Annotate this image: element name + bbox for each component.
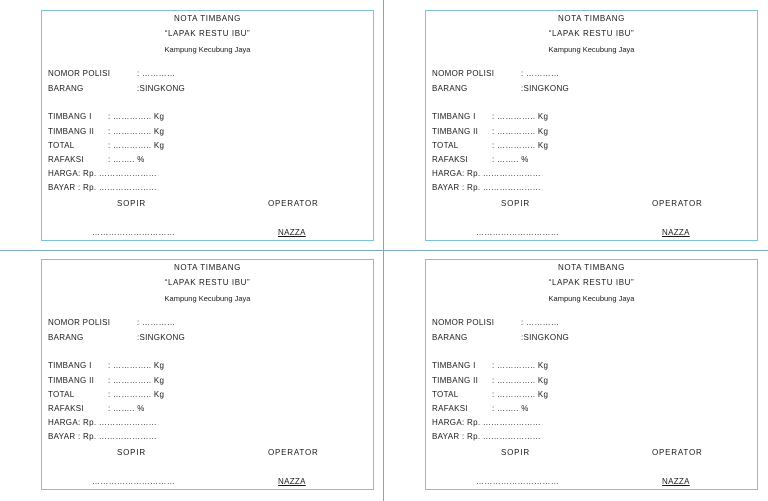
total-label: TOTAL [432, 141, 459, 150]
nomor-polisi-label: NOMOR POLISI [432, 318, 495, 327]
bayar-line: BAYAR : Rp. ………………… [432, 432, 541, 441]
timbang-1-value: : ………….. Kg [492, 361, 549, 370]
rafaksi-value: : …….. % [492, 155, 529, 164]
rafaksi-value: : …….. % [108, 155, 145, 164]
timbang-1-label: TIMBANG I [48, 112, 92, 121]
operator-label: OPERATOR [652, 199, 703, 208]
bayar-line: BAYAR : Rp. ………………… [48, 183, 157, 192]
total-label: TOTAL [48, 141, 75, 150]
rafaksi-value: : …….. % [492, 404, 529, 413]
timbang-1-value: : ………….. Kg [108, 361, 165, 370]
barang-label: BARANG [48, 333, 84, 342]
sopir-signature-line: ………………………… [476, 477, 559, 486]
nomor-polisi-value: : ………… [521, 318, 560, 327]
total-label: TOTAL [432, 390, 459, 399]
timbang-2-label: TIMBANG II [48, 127, 95, 136]
timbang-1-label: TIMBANG I [432, 112, 476, 121]
timbang-2-label: TIMBANG II [48, 376, 95, 385]
store-name: “LAPAK RESTU IBU” [164, 278, 251, 287]
harga-line: HARGA: Rp. ………………… [48, 418, 157, 427]
rafaksi-value: : …….. % [108, 404, 145, 413]
barang-label: BARANG [432, 84, 468, 93]
nota-title: NOTA TIMBANG [174, 14, 241, 23]
nota-card-top-right [425, 10, 758, 241]
nota-card-top-left [41, 10, 374, 241]
operator-name: NAZZA [278, 228, 306, 237]
store-name: “LAPAK RESTU IBU” [548, 29, 635, 38]
nota-card-bottom-left [41, 259, 374, 490]
barang-label: BARANG [432, 333, 468, 342]
sopir-label: SOPIR [117, 448, 146, 457]
store-name: “LAPAK RESTU IBU” [164, 29, 251, 38]
operator-label: OPERATOR [652, 448, 703, 457]
total-value: : ………….. Kg [492, 390, 549, 399]
harga-line: HARGA: Rp. ………………… [432, 418, 541, 427]
barang-label: BARANG [48, 84, 84, 93]
total-value: : ………….. Kg [492, 141, 549, 150]
nota-card-bottom-right [425, 259, 758, 490]
operator-name: NAZZA [278, 477, 306, 486]
timbang-2-value: : ………….. Kg [492, 376, 549, 385]
harga-line: HARGA: Rp. ………………… [432, 169, 541, 178]
nota-title: NOTA TIMBANG [558, 14, 625, 23]
sopir-signature-line: ………………………… [92, 228, 175, 237]
timbang-2-value: : ………….. Kg [108, 127, 165, 136]
timbang-1-label: TIMBANG I [432, 361, 476, 370]
barang-value: :SINGKONG [137, 84, 186, 93]
timbang-1-label: TIMBANG I [48, 361, 92, 370]
nomor-polisi-value: : ………… [137, 69, 176, 78]
store-location: Kampung Kecubung Jaya [164, 294, 251, 303]
bayar-line: BAYAR : Rp. ………………… [48, 432, 157, 441]
barang-value: :SINGKONG [521, 84, 570, 93]
sopir-signature-line: ………………………… [92, 477, 175, 486]
rafaksi-label: RAFAKSI [48, 404, 84, 413]
barang-value: :SINGKONG [137, 333, 186, 342]
store-name: “LAPAK RESTU IBU” [548, 278, 635, 287]
operator-name: NAZZA [662, 228, 690, 237]
total-label: TOTAL [48, 390, 75, 399]
sopir-signature-line: ………………………… [476, 228, 559, 237]
timbang-2-label: TIMBANG II [432, 376, 479, 385]
sopir-label: SOPIR [501, 448, 530, 457]
store-location: Kampung Kecubung Jaya [548, 294, 635, 303]
sopir-label: SOPIR [117, 199, 146, 208]
timbang-1-value: : ………….. Kg [108, 112, 165, 121]
operator-label: OPERATOR [268, 448, 319, 457]
nomor-polisi-label: NOMOR POLISI [48, 69, 111, 78]
store-location: Kampung Kecubung Jaya [164, 45, 251, 54]
total-value: : ………….. Kg [108, 141, 165, 150]
harga-line: HARGA: Rp. ………………… [48, 169, 157, 178]
timbang-1-value: : ………….. Kg [492, 112, 549, 121]
nota-title: NOTA TIMBANG [558, 263, 625, 272]
bayar-line: BAYAR : Rp. ………………… [432, 183, 541, 192]
rafaksi-label: RAFAKSI [432, 155, 468, 164]
timbang-2-value: : ………….. Kg [492, 127, 549, 136]
total-value: : ………….. Kg [108, 390, 165, 399]
rafaksi-label: RAFAKSI [432, 404, 468, 413]
timbang-2-label: TIMBANG II [432, 127, 479, 136]
nomor-polisi-label: NOMOR POLISI [48, 318, 111, 327]
nomor-polisi-value: : ………… [137, 318, 176, 327]
store-location: Kampung Kecubung Jaya [548, 45, 635, 54]
rafaksi-label: RAFAKSI [48, 155, 84, 164]
horizontal-cut-line [0, 250, 768, 251]
operator-name: NAZZA [662, 477, 690, 486]
sopir-label: SOPIR [501, 199, 530, 208]
timbang-2-value: : ………….. Kg [108, 376, 165, 385]
nomor-polisi-value: : ………… [521, 69, 560, 78]
nomor-polisi-label: NOMOR POLISI [432, 69, 495, 78]
barang-value: :SINGKONG [521, 333, 570, 342]
nota-title: NOTA TIMBANG [174, 263, 241, 272]
operator-label: OPERATOR [268, 199, 319, 208]
